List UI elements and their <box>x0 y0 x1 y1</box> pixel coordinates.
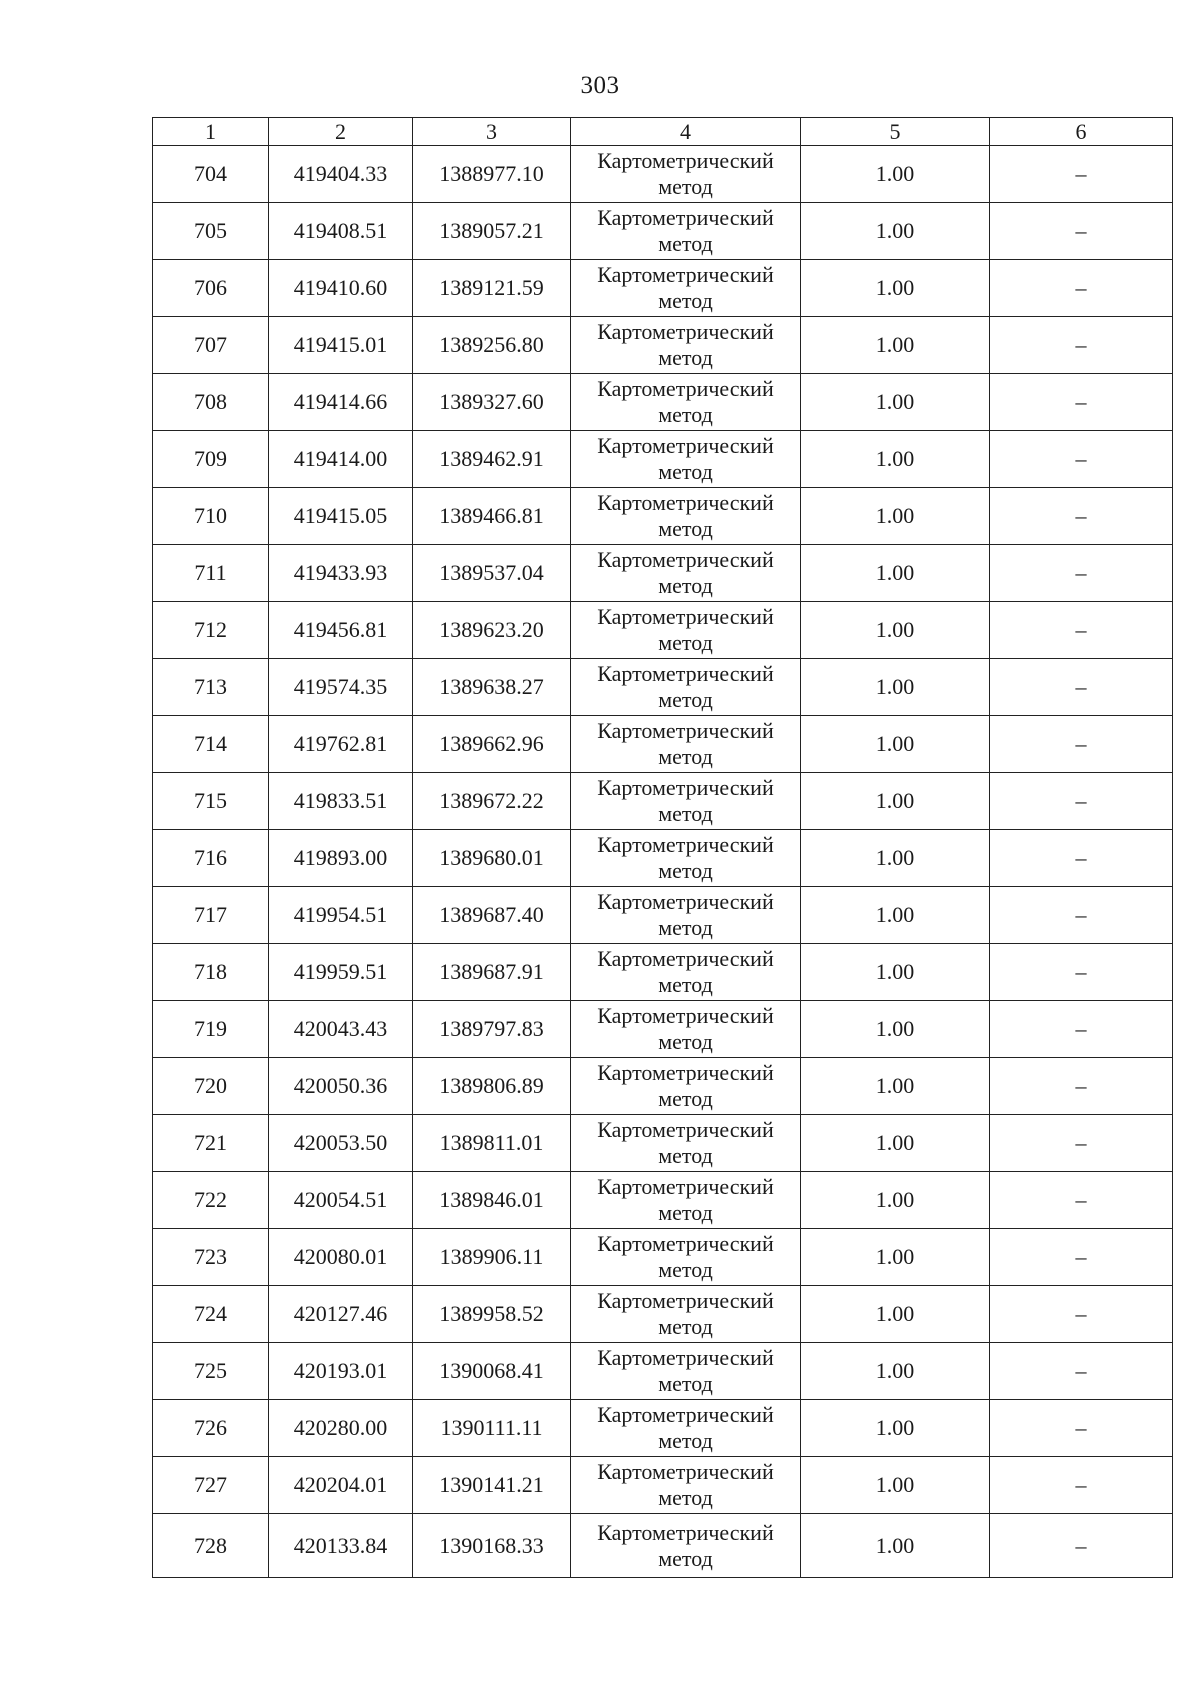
header-cell-6: 6 <box>990 118 1173 146</box>
point-number-cell: 708 <box>153 374 269 431</box>
accuracy-cell: 1.00 <box>801 431 990 488</box>
accuracy-cell: 1.00 <box>801 1229 990 1286</box>
x-coordinate-cell: 419833.51 <box>269 773 413 830</box>
x-coordinate-cell: 419415.05 <box>269 488 413 545</box>
x-coordinate-cell: 420054.51 <box>269 1172 413 1229</box>
point-number-cell: 714 <box>153 716 269 773</box>
header-cell-1: 1 <box>153 118 269 146</box>
table-row <box>153 545 1173 602</box>
method-cell: Картометрический метод <box>571 1457 801 1514</box>
x-coordinate-cell: 419456.81 <box>269 602 413 659</box>
note-cell: – <box>990 830 1173 887</box>
method-cell: Картометрический метод <box>571 1172 801 1229</box>
header-cell-4: 4 <box>571 118 801 146</box>
accuracy-cell: 1.00 <box>801 1457 990 1514</box>
y-coordinate-cell: 1389906.11 <box>413 1229 571 1286</box>
note-cell: – <box>990 146 1173 203</box>
y-coordinate-cell: 1389687.40 <box>413 887 571 944</box>
table-row <box>153 203 1173 260</box>
note-cell: – <box>990 1400 1173 1457</box>
note-cell: – <box>990 944 1173 1001</box>
table-body <box>153 146 1173 1578</box>
accuracy-cell: 1.00 <box>801 716 990 773</box>
method-cell: Картометрический метод <box>571 1514 801 1578</box>
table-row <box>153 1286 1173 1343</box>
method-cell: Картометрический метод <box>571 260 801 317</box>
table-row <box>153 1001 1173 1058</box>
table-row <box>153 317 1173 374</box>
table-row <box>153 1343 1173 1400</box>
point-number-cell: 722 <box>153 1172 269 1229</box>
x-coordinate-cell: 419414.66 <box>269 374 413 431</box>
table-row <box>153 431 1173 488</box>
x-coordinate-cell: 419408.51 <box>269 203 413 260</box>
table-row <box>153 1400 1173 1457</box>
method-cell: Картометрический метод <box>571 1058 801 1115</box>
note-cell: – <box>990 602 1173 659</box>
y-coordinate-cell: 1389687.91 <box>413 944 571 1001</box>
x-coordinate-cell: 420204.01 <box>269 1457 413 1514</box>
y-coordinate-cell: 1390141.21 <box>413 1457 571 1514</box>
note-cell: – <box>990 1001 1173 1058</box>
accuracy-cell: 1.00 <box>801 659 990 716</box>
x-coordinate-cell: 419762.81 <box>269 716 413 773</box>
coordinates-table <box>152 117 1173 1578</box>
x-coordinate-cell: 419954.51 <box>269 887 413 944</box>
accuracy-cell: 1.00 <box>801 488 990 545</box>
accuracy-cell: 1.00 <box>801 203 990 260</box>
y-coordinate-cell: 1389121.59 <box>413 260 571 317</box>
table-row <box>153 146 1173 203</box>
method-cell: Картометрический метод <box>571 374 801 431</box>
note-cell: – <box>990 203 1173 260</box>
accuracy-cell: 1.00 <box>801 1058 990 1115</box>
table-row <box>153 887 1173 944</box>
header-cell-2: 2 <box>269 118 413 146</box>
table-row <box>153 1058 1173 1115</box>
accuracy-cell: 1.00 <box>801 944 990 1001</box>
point-number-cell: 723 <box>153 1229 269 1286</box>
y-coordinate-cell: 1389057.21 <box>413 203 571 260</box>
accuracy-cell: 1.00 <box>801 260 990 317</box>
point-number-cell: 727 <box>153 1457 269 1514</box>
point-number-cell: 720 <box>153 1058 269 1115</box>
table-row <box>153 1172 1173 1229</box>
y-coordinate-cell: 1389811.01 <box>413 1115 571 1172</box>
method-cell: Картометрический метод <box>571 1400 801 1457</box>
y-coordinate-cell: 1389680.01 <box>413 830 571 887</box>
table-row <box>153 1229 1173 1286</box>
point-number-cell: 710 <box>153 488 269 545</box>
y-coordinate-cell: 1389256.80 <box>413 317 571 374</box>
table-row <box>153 1457 1173 1514</box>
point-number-cell: 726 <box>153 1400 269 1457</box>
y-coordinate-cell: 1390068.41 <box>413 1343 571 1400</box>
method-cell: Картометрический метод <box>571 431 801 488</box>
note-cell: – <box>990 1514 1173 1578</box>
y-coordinate-cell: 1389672.22 <box>413 773 571 830</box>
x-coordinate-cell: 419415.01 <box>269 317 413 374</box>
y-coordinate-cell: 1389806.89 <box>413 1058 571 1115</box>
accuracy-cell: 1.00 <box>801 830 990 887</box>
y-coordinate-cell: 1389623.20 <box>413 602 571 659</box>
table-row <box>153 260 1173 317</box>
header-cell-3: 3 <box>413 118 571 146</box>
point-number-cell: 707 <box>153 317 269 374</box>
note-cell: – <box>990 260 1173 317</box>
accuracy-cell: 1.00 <box>801 773 990 830</box>
accuracy-cell: 1.00 <box>801 146 990 203</box>
header-cell-5: 5 <box>801 118 990 146</box>
x-coordinate-cell: 420053.50 <box>269 1115 413 1172</box>
method-cell: Картометрический метод <box>571 203 801 260</box>
method-cell: Картометрический метод <box>571 1001 801 1058</box>
table-row <box>153 659 1173 716</box>
note-cell: – <box>990 1172 1173 1229</box>
method-cell: Картометрический метод <box>571 1115 801 1172</box>
method-cell: Картометрический метод <box>571 773 801 830</box>
point-number-cell: 721 <box>153 1115 269 1172</box>
note-cell: – <box>990 773 1173 830</box>
y-coordinate-cell: 1389466.81 <box>413 488 571 545</box>
note-cell: – <box>990 1229 1173 1286</box>
x-coordinate-cell: 420050.36 <box>269 1058 413 1115</box>
table-row <box>153 944 1173 1001</box>
method-cell: Картометрический метод <box>571 146 801 203</box>
x-coordinate-cell: 419893.00 <box>269 830 413 887</box>
x-coordinate-cell: 419433.93 <box>269 545 413 602</box>
accuracy-cell: 1.00 <box>801 1286 990 1343</box>
header-row <box>153 118 1173 146</box>
note-cell: – <box>990 1115 1173 1172</box>
table-row <box>153 1115 1173 1172</box>
x-coordinate-cell: 420043.43 <box>269 1001 413 1058</box>
note-cell: – <box>990 887 1173 944</box>
point-number-cell: 712 <box>153 602 269 659</box>
point-number-cell: 725 <box>153 1343 269 1400</box>
accuracy-cell: 1.00 <box>801 602 990 659</box>
method-cell: Картометрический метод <box>571 1286 801 1343</box>
note-cell: – <box>990 317 1173 374</box>
point-number-cell: 724 <box>153 1286 269 1343</box>
x-coordinate-cell: 419414.00 <box>269 431 413 488</box>
point-number-cell: 711 <box>153 545 269 602</box>
method-cell: Картометрический метод <box>571 659 801 716</box>
note-cell: – <box>990 488 1173 545</box>
x-coordinate-cell: 420080.01 <box>269 1229 413 1286</box>
note-cell: – <box>990 1058 1173 1115</box>
y-coordinate-cell: 1389846.01 <box>413 1172 571 1229</box>
accuracy-cell: 1.00 <box>801 1514 990 1578</box>
method-cell: Картометрический метод <box>571 545 801 602</box>
accuracy-cell: 1.00 <box>801 1115 990 1172</box>
note-cell: – <box>990 545 1173 602</box>
x-coordinate-cell: 420193.01 <box>269 1343 413 1400</box>
accuracy-cell: 1.00 <box>801 1400 990 1457</box>
y-coordinate-cell: 1389327.60 <box>413 374 571 431</box>
note-cell: – <box>990 431 1173 488</box>
method-cell: Картометрический метод <box>571 1343 801 1400</box>
note-cell: – <box>990 659 1173 716</box>
point-number-cell: 704 <box>153 146 269 203</box>
method-cell: Картометрический метод <box>571 944 801 1001</box>
point-number-cell: 719 <box>153 1001 269 1058</box>
y-coordinate-cell: 1390168.33 <box>413 1514 571 1578</box>
accuracy-cell: 1.00 <box>801 887 990 944</box>
table-row <box>153 1514 1173 1578</box>
method-cell: Картометрический метод <box>571 887 801 944</box>
point-number-cell: 717 <box>153 887 269 944</box>
method-cell: Картометрический метод <box>571 830 801 887</box>
method-cell: Картометрический метод <box>571 317 801 374</box>
table-row <box>153 716 1173 773</box>
x-coordinate-cell: 420127.46 <box>269 1286 413 1343</box>
method-cell: Картометрический метод <box>571 488 801 545</box>
point-number-cell: 728 <box>153 1514 269 1578</box>
y-coordinate-cell: 1389537.04 <box>413 545 571 602</box>
point-number-cell: 715 <box>153 773 269 830</box>
table-row <box>153 773 1173 830</box>
table-row <box>153 830 1173 887</box>
y-coordinate-cell: 1389638.27 <box>413 659 571 716</box>
point-number-cell: 718 <box>153 944 269 1001</box>
point-number-cell: 709 <box>153 431 269 488</box>
x-coordinate-cell: 420280.00 <box>269 1400 413 1457</box>
y-coordinate-cell: 1390111.11 <box>413 1400 571 1457</box>
accuracy-cell: 1.00 <box>801 545 990 602</box>
table-row <box>153 602 1173 659</box>
y-coordinate-cell: 1389797.83 <box>413 1001 571 1058</box>
note-cell: – <box>990 1286 1173 1343</box>
y-coordinate-cell: 1389662.96 <box>413 716 571 773</box>
table-row <box>153 374 1173 431</box>
accuracy-cell: 1.00 <box>801 1172 990 1229</box>
x-coordinate-cell: 419410.60 <box>269 260 413 317</box>
x-coordinate-cell: 419404.33 <box>269 146 413 203</box>
table-row <box>153 488 1173 545</box>
method-cell: Картометрический метод <box>571 1229 801 1286</box>
method-cell: Картометрический метод <box>571 602 801 659</box>
x-coordinate-cell: 419574.35 <box>269 659 413 716</box>
point-number-cell: 713 <box>153 659 269 716</box>
point-number-cell: 706 <box>153 260 269 317</box>
point-number-cell: 716 <box>153 830 269 887</box>
table-header <box>153 118 1173 146</box>
accuracy-cell: 1.00 <box>801 317 990 374</box>
x-coordinate-cell: 420133.84 <box>269 1514 413 1578</box>
accuracy-cell: 1.00 <box>801 374 990 431</box>
note-cell: – <box>990 374 1173 431</box>
note-cell: – <box>990 716 1173 773</box>
note-cell: – <box>990 1457 1173 1514</box>
page-number: 303 <box>580 72 620 99</box>
y-coordinate-cell: 1389958.52 <box>413 1286 571 1343</box>
point-number-cell: 705 <box>153 203 269 260</box>
x-coordinate-cell: 419959.51 <box>269 944 413 1001</box>
y-coordinate-cell: 1388977.10 <box>413 146 571 203</box>
accuracy-cell: 1.00 <box>801 1343 990 1400</box>
method-cell: Картометрический метод <box>571 716 801 773</box>
y-coordinate-cell: 1389462.91 <box>413 431 571 488</box>
note-cell: – <box>990 1343 1173 1400</box>
accuracy-cell: 1.00 <box>801 1001 990 1058</box>
